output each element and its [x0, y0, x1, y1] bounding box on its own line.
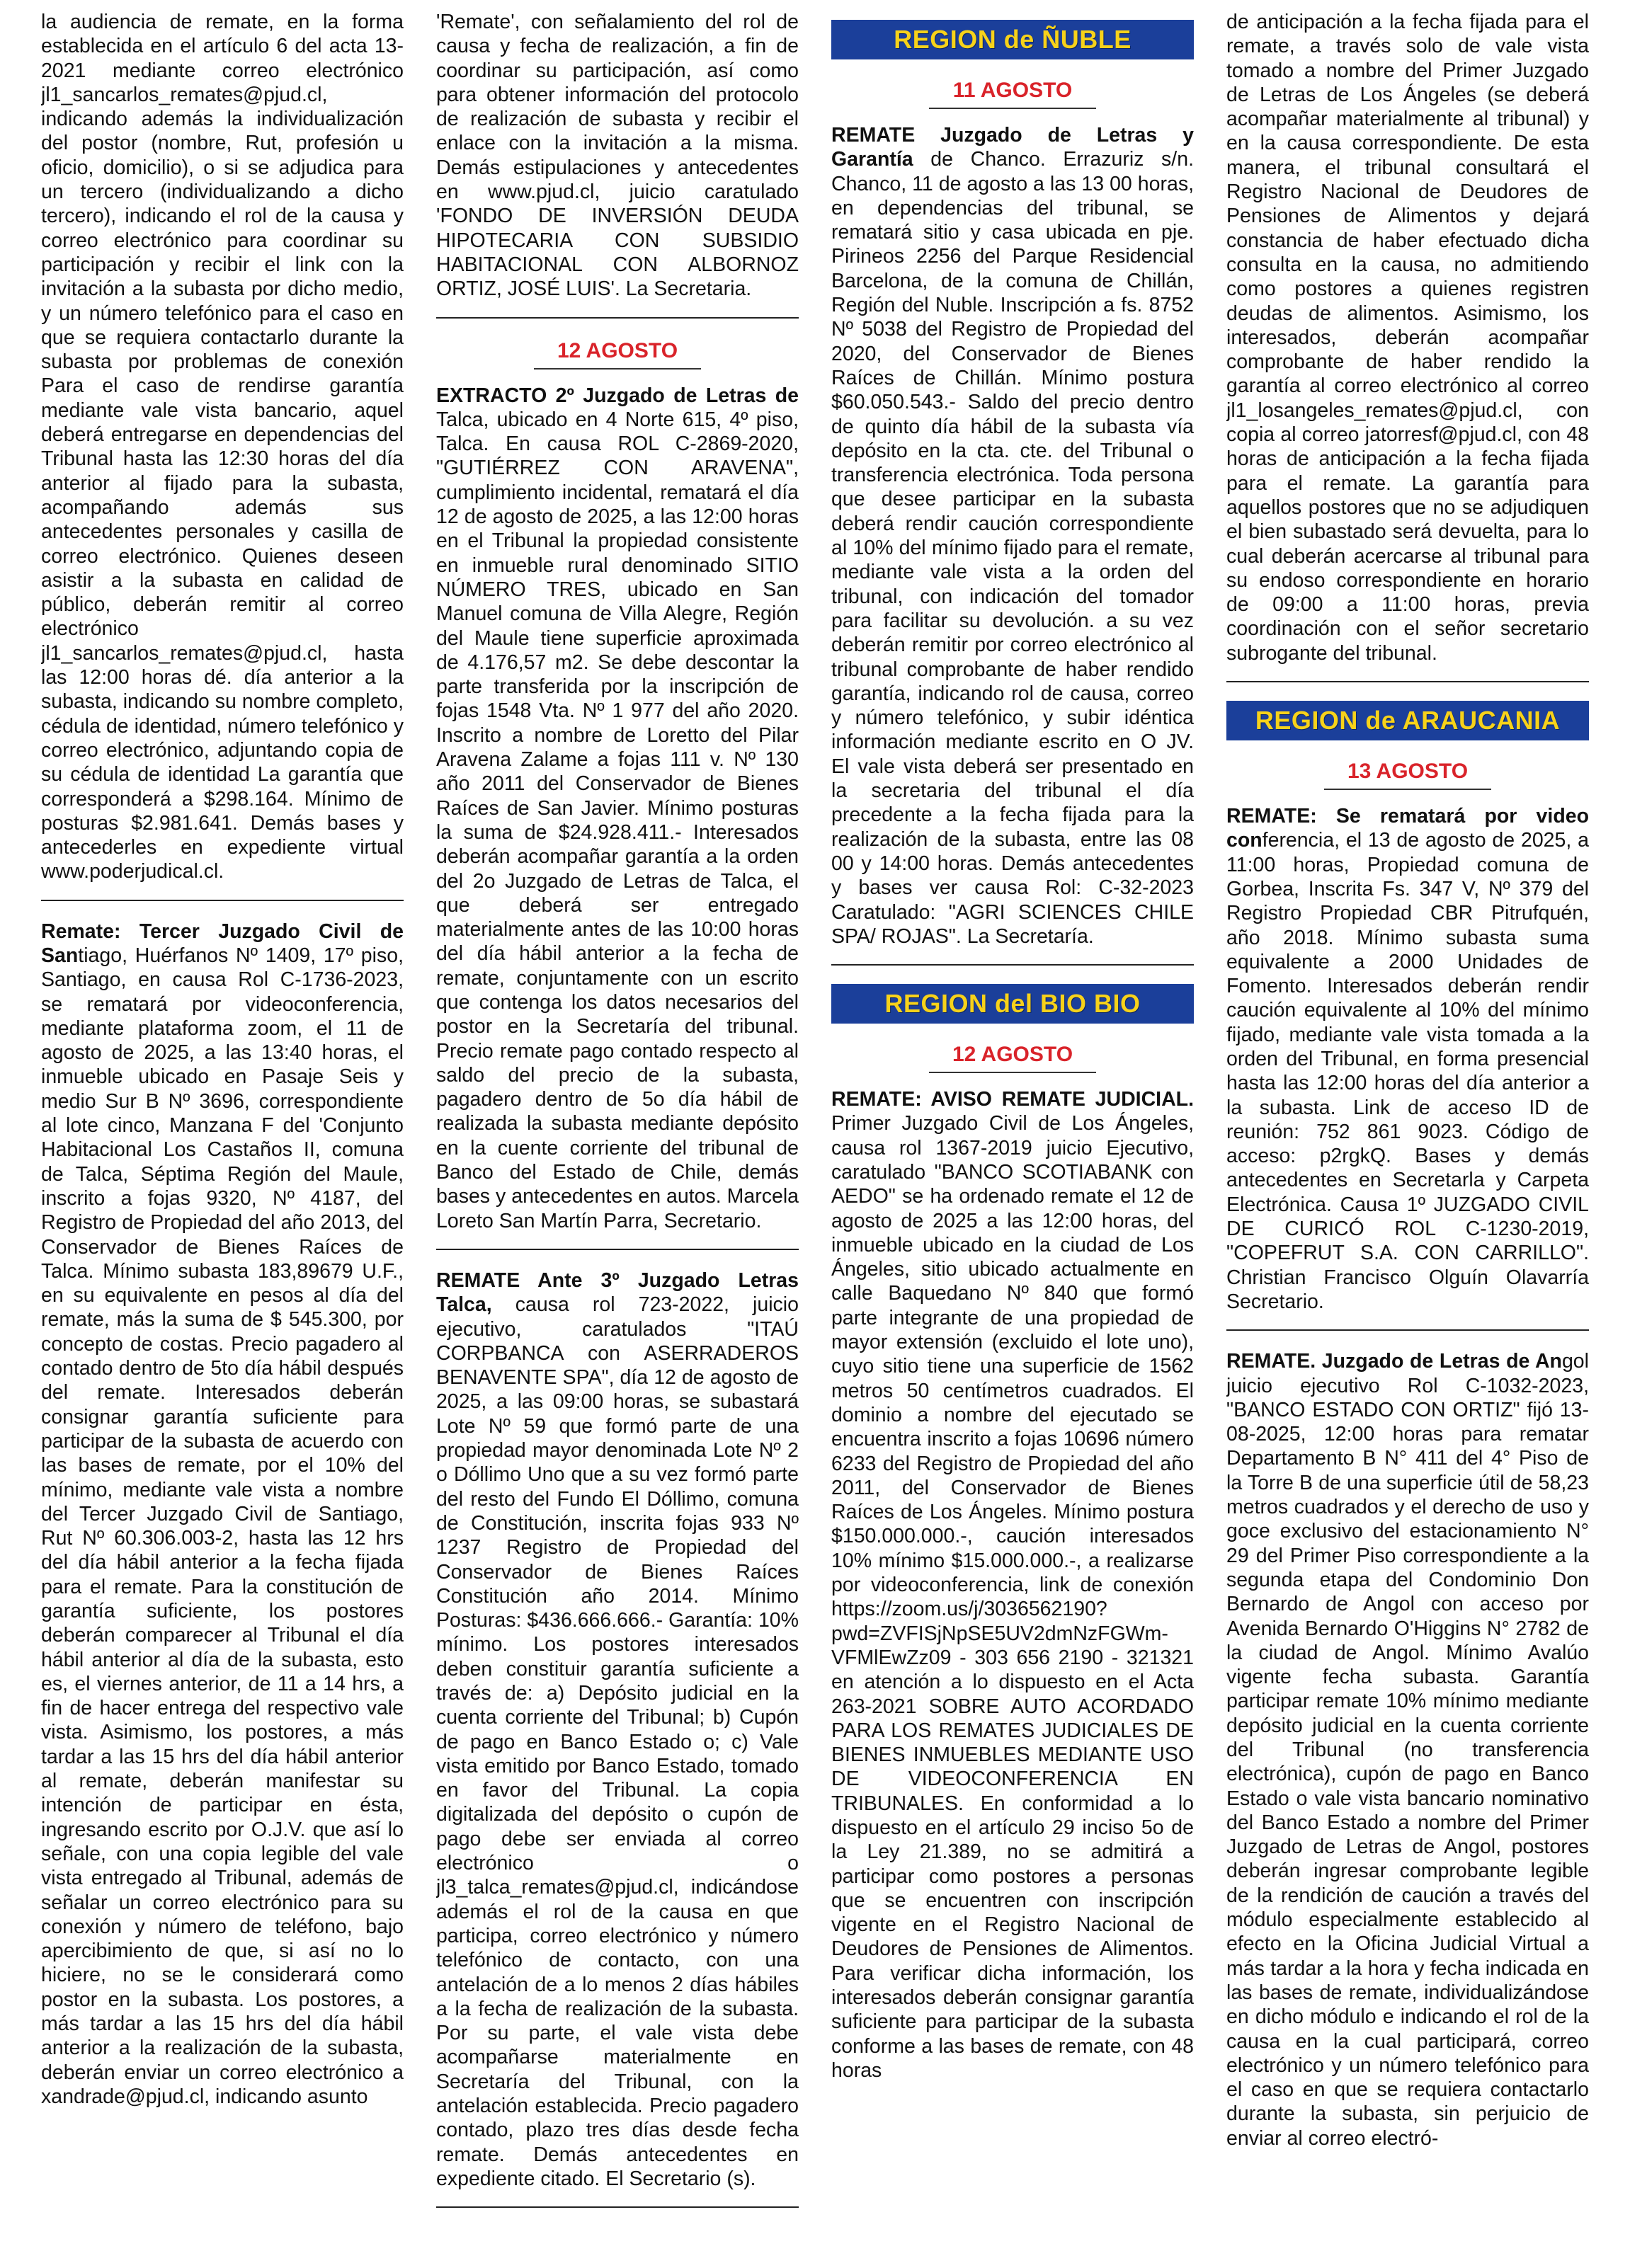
notice-paragraph	[436, 1268, 799, 2191]
notice-body: 'Remate', con señalamiento del rol de causa y fecha de realización, a fin de coordinar su participación, así como para obtener información del protocolo de realización de subasta y recibir el enlace con la invitación a la misma. Demás estipulaciones y antecedentes en www.pjud.cl, juicio caratulado 'FONDO DE INVERSIÓN DEUDA HIPOTECARIA CON SUBSIDIO HABITACIONAL CON ALBORNOZ ORTIZ, JOSÉ LUIS'. La Secretaria.	[436, 11, 799, 301]
auction-date-heading: 13 AGOSTO	[1347, 760, 1469, 784]
region-banner	[831, 984, 1194, 1024]
notice-body: gol juicio ejecutivo Rol C-1032-2023, "BANCO ESTADO CON ORTIZ" fijó 13-08-2025, 12:00 horas para rematar Departamento B N° 411 del 4° Piso de la Torre B de una superficie útil de 58,23 metros cuadrados y el derecho de uso y goce exclusivo del estacionamiento N° 29 del Primer Piso correspondiente a la segunda etapa del Condominio Don Bernardo de Angol con acceso por Avenida Bernardo O'Higgins N° 2782 de la ciudad de Angol. Mínimo Avalúo vigente fecha subasta. Garantía participar remate 10% mínimo mediante depósito judicial en la cuenta corriente del Tribunal (no transferencia electrónica), cupón de pago en Banco Estado o vale vista bancario nominativo del Banco Estado a nombre del Primer Juzgado de Letras de Angol, postores deberán ingresar comprobante legible de la rendición de caución a través del módulo especialmente establecido al efecto en la Oficina Judicial Virtual a más tardar a la hora y fecha indicada en las bases de remate, individualizándose en dicho módulo e indicando el rol de la causa en la cual participará, correo electrónico y un número telefónico para el caso en que se requiera contactarlo durante la subasta, sin perjuicio de enviar al correo electró-	[1226, 1350, 1589, 2150]
notice-lead: REMATE. Juzgado de Letras de An	[1226, 1350, 1562, 1373]
notice-body: de anticipación a la fecha fijada para el remate, a través solo de vale vista tomado a nombre del Primer Juzgado de Letras de Los Ángeles (se deberá acompañar materialmente al tribunal) y en la causa correspondiente. De esta manera, el tribunal consultará el Registro Nacional de Deudores de Pensiones de Alimentos y dejará constancia de haber efectuado dicha consulta en la causa, no admitiendo como postores a quienes registren deudas de alimentos. Asimismo, los interesados, deberán acompañar comprobante de haber rendido la garantía al correo electrónico al correo jl1_losangeles_remates@pjud.cl, con copia al correo jatorresf@pjud.cl, con 48 horas de anticipación a la fecha fijada para el remate. La garantía para aquellos postores que no se adjudiquen el bien subastado será devuelta, para lo cual deberán acercarse al tribunal para su endoso correspondiente en horario de 09:00 a 11:00 horas, previa coordinación con el señor secretario subrogante del tribunal.	[1226, 11, 1589, 665]
notice-body: ferencia, el 13 de agosto de 2025, a 11:00 horas, Propiedad comuna de Gorbea, Inscrita Fs. 347 V, Nº 379 del Registro Propiedad CBR Pitrufquén, año 2018. Mínimo subasta suma equivalente a 2000 Unidades de Fomento. Interesados deberán rendir caución equivalente al 10% del mínimo fijado, mediante vale vista tomada a la orden del Tribunal, en forma presencial hasta las 12:00 horas del día anterior a la subasta. Link de acceso ID de reunión: 752 861 9023. Código de acceso: p2rgkQ. Bases y demás antecedentes en Secretarla y Carpeta Electrónica. Causa 1º JUZGADO CIVIL DE CURICÓ ROL C-1230-2019, "COPEFRUT S.A. CON CARRILLO". Christian Francisco Olguín Olavarría Secretario.	[1226, 829, 1589, 1313]
section-divider	[1226, 1329, 1589, 1331]
date-underline	[534, 368, 701, 370]
notice-body: Talca, ubicado en 4 Norte 615, 4º piso, Talca. En causa ROL C-2869-2020, "GUTIÉRREZ CON ARAVENA", cumplimiento incidental, rematará el día 12 de agosto de 2025, a las 12:00 horas en el Tribunal la propiedad consistente en inmueble rural denominado SITIO NÚMERO TRES, ubicado en San Manuel comuna de Villa Alegre, Región del Maule tiene superficie aproximada de 4.176,57 m2. Se debe descontar la parte transferida por la inscripción de fojas 1548 Vta. Nº 1 977 del año 2020. Inscrito a nombre de Loretto del Pilar Aravena Zalame a fojas 111 v. Nº 130 año 2011 del Conservador de Bienes Raíces de San Javier. Mínimo posturas la suma de $24.928.411.- Interesados deberán acompañar garantía a la orden del 2o Juzgado de Letras de Talca, el que deberá ser entregado materialmente antes de las 10:00 horas del día hábil anterior a la fecha de remate, conjuntamente con un escrito que contenga los datos necesarios del postor en la Secretaría del tribunal. Precio remate pago contado respecto al saldo del precio de la subasta, pagadero dentro de 5o día hábil de realizada la subasta mediante depósito en la cuente corriente del tribunal de Banco del Estado de Chile, demás bases y antecedentes en autos. Marcela Loreto San Martín Parra, Secretario.	[436, 408, 799, 1232]
date-underline	[1324, 789, 1491, 790]
column-4	[1226, 10, 1589, 2261]
region-banner-title: REGION de ARAUCANIA	[1255, 705, 1561, 735]
notice-body: la audiencia de remate, en la forma establecida en el artículo 6 del acta 13-2021 mediante correo electrónico jl1_sancarlos_remates@pjud.cl, indicando además la individualización del postor (nombre, Rut, profesión u oficio, domicilio), o si se adjudica para un tercero (individualizando a dicho tercero), indicando el rol de la causa y correo electrónico para coordinar su participación y recibir el link con la invitación a la subasta por dicho medio, y un número telefónico para el caso en que se requiera contactarlo durante la subasta por problemas de conexión Para el caso de rendirse garantía mediante vale vista bancario, aquel deberá entregarse en dependencias del Tribunal hasta las 12:30 horas del día anterior al fijado para la subasta, acompañando además sus antecedentes personales y casilla de correo electrónico. Quienes deseen asistir a la subasta en calidad de público, deberán remitir al correo electrónico jl1_sancarlos_remates@pjud.cl, hasta las 12:00 horas dé. día anterior a la subasta, indicando su nombre completo, cédula de identidad, número telefónico y correo electrónico, adjuntando copia de su cédula de identidad La garantía que corresponderá a $298.164. Mínimo de posturas $2.981.641. Demás bases y antecederles en expediente virtual www.poderjudical.cl.	[41, 11, 404, 883]
notice-paragraph	[1226, 804, 1589, 1314]
notice-lead: EXTRACTO 2º Juzgado de Letras de	[436, 384, 799, 407]
section-divider	[436, 1249, 799, 1250]
notice-body: causa rol 723-2022, juicio ejecutivo, caratulados "ITAÚ CORPBANCA con ASERRADEROS BENAVENTE SPA", día 12 de agosto de 2025, a las 09:00 horas, se subastará Lote Nº 59 que formó parte de una propiedad mayor denominada Lote Nº 2 o Dóllimo Uno que a su vez formó parte del resto del Fundo El Dóllimo, comuna de Constitución, inscrita fojas 933 Nº 1237 Registro de Propiedad del Conservador de Bienes Raíces Constitución año 2014. Mínimo Posturas: $436.666.666.- Garantía: 10% mínimo. Los postores interesados deben constituir garantía suficiente a través de: a) Depósito judicial en la cuenta corriente del Tribunal; b) Cupón de pago en Banco Estado o; c) Vale vista emitido por Banco Estado, tomado en favor del Tribunal. La copia digitalizada del depósito o cupón de pago debe ser enviada al correo electrónico o jl3_talca_remates@pjud.cl, indicándose además el rol de la causa en que participa, correo electrónico y número telefónico de contacto, con una antelación de a lo menos 2 días hábiles a la fecha de realización de la subasta. Por su parte, el vale vista debe acompañarse materialmente en Secretaría del Tribunal, con la antelación establecida. Precio pagadero contado, plazo tres días desde fecha remate. Demás antecedentes en expediente citado. El Secretario (s).	[436, 1293, 799, 2190]
section-divider	[41, 900, 404, 901]
notice-paragraph	[1226, 10, 1589, 665]
notice-lead: Remate: Tercer Juzgado Civil de San	[41, 920, 404, 967]
auction-date-heading: 11 AGOSTO	[952, 79, 1073, 102]
auction-date-heading: 12 AGOSTO	[557, 338, 678, 362]
notice-paragraph	[831, 1087, 1194, 2083]
notice-lead: REMATE: AVISO REMATE JUDICIAL.	[831, 1088, 1194, 1111]
section-divider	[436, 317, 799, 319]
notice-paragraph	[41, 10, 404, 884]
notice-paragraph	[41, 920, 404, 2109]
column-3	[831, 10, 1194, 2261]
section-divider	[436, 2206, 799, 2208]
region-banner	[1226, 701, 1589, 740]
region-banner	[831, 20, 1194, 59]
notice-lead: REMATE Ante 3º Juzgado Letras Talca,	[436, 1268, 799, 1317]
notice-lead: REMATE: Se rematará por video con	[1226, 805, 1589, 852]
notice-paragraph	[436, 384, 799, 1233]
notice-paragraph	[436, 10, 799, 302]
notice-body: Primer Juzgado Civil de Los Ángeles, causa rol 1367-2019 juicio Ejecutivo, caratulado "BANCO SCOTIABANK con AEDO" se ha ordenado remate el 12 de agosto de 2025 a las 12:00 horas, del inmueble ubicado en la ciudad de Los Ángeles, sitio ubicado actualmente en calle Baquedano Nº 840 que formó parte integrante de una propiedad de mayor extensión (excluido el lote uno), cuyo sitio tiene una superficie de 1562 metros 50 centímetros cuadrados. El dominio a nombre del ejecutado se encuentra inscrito a fojas 10696 número 6233 del Registro de Propiedad del año 2011, del Conservador de Bienes Raíces de Los Ángeles. Mínimo postura $150.000.000.-, caución interesados 10% mínimo $15.000.000.-, a realizarse por videoconferencia, link de conexión https://zoom.us/j/3036562190?pwd=ZVFISjNpSE5UV2dmNzFGWm-VFMlEwZz09 - 303 656 2190 - 321321 en atención a lo dispuesto en el Acta 263-2021 SOBRE AUTO ACORDADO PARA LOS REMATES JUDICIALES DE BIENES INMUEBLES MEDIANTE USO DE VIDEOCONFERENCIA EN TRIBUNALES. En conformidad a lo dispuesto en el artículo 29 inciso 5o de la Ley 21.389, no se admitirá a participar como postores a personas que se encuentren con inscripción vigente en el Registro Nacional de Deudores de Pensiones de Alimentos. Para verificar dicha información, los interesados deberán consignar garantía suficiente para participar de la subasta conforme a las bases de remate, con 48 horas	[831, 1112, 1194, 2082]
column-2	[436, 10, 799, 2261]
section-divider	[1226, 681, 1589, 682]
notice-paragraph	[831, 123, 1194, 949]
region-banner-title: REGION del BIO BIO	[884, 988, 1141, 1018]
notice-lead: REMATE Juzgado de Letras y Garantía	[831, 124, 1194, 171]
notice-paragraph	[1226, 1349, 1589, 2150]
auction-date-heading: 12 AGOSTO	[952, 1043, 1073, 1067]
date-underline	[929, 1072, 1096, 1073]
region-banner-title: REGION de ÑUBLE	[894, 24, 1132, 54]
notice-body: de Chanco. Errazuriz s/n. Chanco, 11 de agosto a las 13 00 horas, en dependencias del tribunal, se rematará sitio y casa ubicada en pje. Pirineos 2256 del Parque Residencial Barcelona, de la comuna de Chillán, Región del Nuble. Inscripción a fs. 8752 Nº 5038 del Registro de Propiedad del 2020, del Conservador de Bienes Raíces de Chillán. Mínimo postura $60.050.543.- Saldo del precio dentro de quinto día hábil de la subasta vía depósito en la cta. cte. del Tribunal o transferencia electrónica. Toda persona que desee participar en la subasta deberá rendir caución correspondiente al 10% del mínimo fijado para el remate, mediante vale vista a la orden del tribunal, con indicación del tomador para facilitar su devolución. a su vez deberán remitir por correo electrónico al tribunal comprobante de haber rendido garantía, indicando rol de causa, correo y número telefónico, y subir idéntica información mediante escrito en O JV. El vale vista deberá ser presentado en la secretaria del tribunal el día precedente a la fecha fijada para la realización de la subasta, entre las 08 00 y 14:00 horas. Demás antecedentes y bases ver causa Rol: C-32-2023 Caratulado: "AGRI SCIENCES CHILE SPA/ ROJAS". La Secretaría.	[831, 148, 1194, 948]
column-1	[41, 10, 404, 2261]
notice-body: tiago, Huérfanos Nº 1409, 17º piso, Santiago, en causa Rol C-1736-2023, se rematará por videoconferencia, mediante plataforma zoom, el 11 de agosto de 2025, a las 13:40 horas, el inmueble ubicado en Pasaje Seis y medio Sur B Nº 3696, correspondiente al lote cinco, Manzana F del 'Conjunto Habitacional Los Castaños II, comuna de Talca, Séptima Región del Maule, inscrito a fojas 9320, Nº 4187, del Registro de Propiedad del año 2013, del Conservador de Bienes Raíces de Talca. Mínimo subasta 183,89679 U.F., en su equivalente en pesos al día del remate, más la suma de $ 545.300, por concepto de costas. Precio pagadero al contado dentro de 5to día hábil después del remate. Interesados deberán consignar garantía suficiente para participar de la subasta de acuerdo con las bases de remate, por el 10% del mínimo, mediante vale vista a nombre del Tercer Juzgado Civil de Santiago, Rut Nº 60.306.003-2, hasta las 12 hrs del día hábil anterior a la fecha fijada para el remate. Para la constitución de garantía suficiente, los postores deberán comparecer al Tribunal el día hábil anterior al día de la subasta, esto es, el viernes anterior, de 11 a 14 hrs, a fin de hacer entrega del respectivo vale vista. Asimismo, los postores, a más tardar a las 15 hrs del día hábil anterior al remate, deberán manifestar su intención de participar en ésta, ingresando escrito por O.J.V. que así lo señale, con una copia legible del vale vista entregado al Tribunal, además de señalar un correo electrónico para su conexión y número de teléfono, bajo apercibimiento de que, si así no lo hiciere, no se le considerará como postor en la subasta. Los postores, a más tardar a las 15 hrs del día hábil anterior a la realización de la subasta, deberán enviar un correo electrónico a xandrade@pjud.cl, indicando asunto	[41, 944, 404, 2108]
section-divider	[831, 964, 1194, 966]
date-underline	[929, 108, 1096, 109]
